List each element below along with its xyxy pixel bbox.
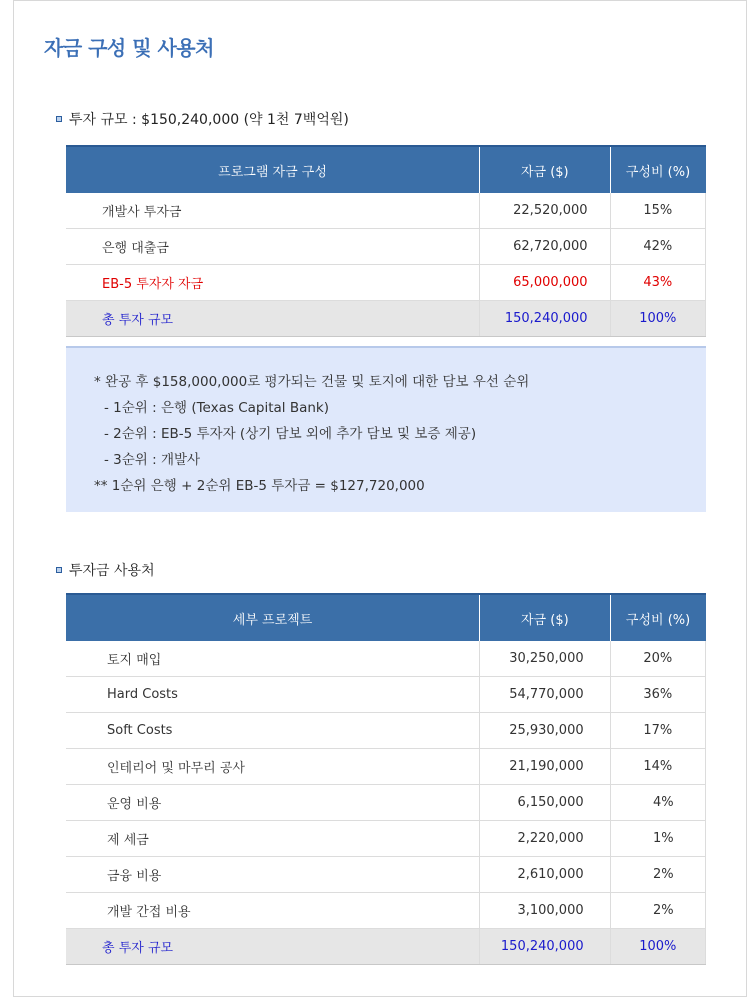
row-percent: 42% [610, 229, 705, 265]
column-header: 구성비 (%) [610, 146, 705, 193]
table-row [66, 641, 706, 677]
column-header: 자금 ($) [480, 594, 611, 641]
row-name: 은행 대출금 [66, 229, 480, 265]
total-amount: 150,240,000 [480, 301, 611, 337]
row-percent: 1% [610, 821, 705, 857]
column-header: 자금 ($) [480, 146, 611, 193]
square-bullet-icon [56, 116, 62, 122]
row-percent: 14% [610, 749, 705, 785]
total-percent: 100% [610, 929, 705, 965]
note-line: - 2순위 : EB-5 투자자 (상기 담보 외에 추가 담보 및 보증 제공) [104, 426, 477, 442]
row-percent: 4% [610, 785, 705, 821]
row-percent: 15% [610, 193, 705, 229]
section2-heading [56, 560, 155, 580]
row-amount: 54,770,000 [480, 677, 611, 713]
funding-composition-table [66, 145, 706, 337]
row-amount: 65,000,000 [480, 265, 611, 301]
column-header: 세부 프로젝트 [66, 594, 480, 641]
total-percent: 100% [610, 301, 705, 337]
row-name: 인테리어 및 마무리 공사 [66, 749, 480, 785]
row-amount: 30,250,000 [480, 641, 611, 677]
row-amount: 62,720,000 [480, 229, 611, 265]
row-percent: 36% [610, 677, 705, 713]
column-header: 프로그램 자금 구성 [66, 146, 480, 193]
square-bullet-icon [56, 567, 62, 573]
table-row [66, 713, 706, 749]
section2-heading-text: 투자금 사용처 [69, 563, 155, 579]
row-percent: 2% [610, 893, 705, 929]
total-name: 총 투자 규모 [66, 929, 480, 965]
table-total-row [66, 301, 706, 337]
row-name: Hard Costs [66, 677, 480, 713]
table-row [66, 785, 706, 821]
column-header: 구성비 (%) [610, 594, 705, 641]
row-percent: 17% [610, 713, 705, 749]
table-row [66, 229, 706, 265]
total-name: 총 투자 규모 [66, 301, 480, 337]
page-title: 자금 구성 및 사용처 [44, 36, 214, 60]
section1-heading-text: 투자 규모 : $150,240,000 (약 1천 7백억원) [69, 112, 349, 128]
row-name: 개발 간접 비용 [66, 893, 480, 929]
row-amount: 25,930,000 [480, 713, 611, 749]
table-row [66, 749, 706, 785]
total-amount: 150,240,000 [480, 929, 611, 965]
row-percent: 43% [610, 265, 705, 301]
row-percent: 2% [610, 857, 705, 893]
row-name: 토지 매입 [66, 641, 480, 677]
row-amount: 22,520,000 [480, 193, 611, 229]
row-amount: 6,150,000 [480, 785, 611, 821]
row-amount: 2,220,000 [480, 821, 611, 857]
collateral-note-box [66, 346, 706, 512]
row-name: 금융 비용 [66, 857, 480, 893]
row-name: EB-5 투자자 자금 [66, 265, 480, 301]
row-name: 운영 비용 [66, 785, 480, 821]
table-header-row [66, 146, 706, 193]
row-percent: 20% [610, 641, 705, 677]
note-line: - 3순위 : 개발사 [104, 452, 201, 468]
row-name: 개발사 투자금 [66, 193, 480, 229]
table-header-row [66, 594, 706, 641]
table-row [66, 193, 706, 229]
table-row-highlight [66, 265, 706, 301]
row-amount: 21,190,000 [480, 749, 611, 785]
table-row [66, 893, 706, 929]
row-name: 제 세금 [66, 821, 480, 857]
table-total-row [66, 929, 706, 965]
table-row [66, 857, 706, 893]
row-amount: 2,610,000 [480, 857, 611, 893]
section1-heading [56, 109, 349, 129]
row-name: Soft Costs [66, 713, 480, 749]
table-row [66, 677, 706, 713]
note-line: ** 1순위 은행 + 2순위 EB-5 투자금 = $127,720,000 [94, 478, 425, 494]
note-line: - 1순위 : 은행 (Texas Capital Bank) [104, 400, 330, 416]
table-row [66, 821, 706, 857]
note-line: * 완공 후 $158,000,000로 평가되는 건물 및 토지에 대한 담보 우선 순위 [94, 374, 530, 390]
row-amount: 3,100,000 [480, 893, 611, 929]
fund-usage-table [66, 593, 706, 965]
